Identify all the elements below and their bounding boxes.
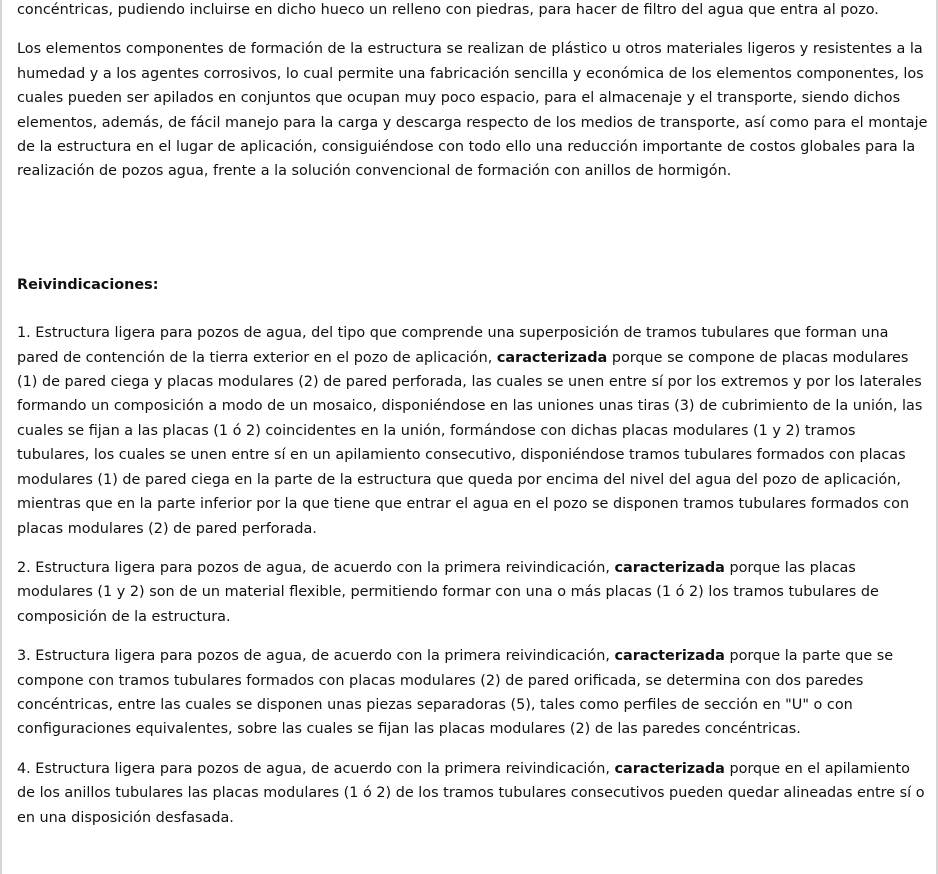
claim-1 bbox=[17, 321, 929, 541]
claim-4 bbox=[17, 757, 929, 830]
claim-1-keyword: caracterizada bbox=[496, 349, 608, 366]
claim-3-text-after: porque la parte que se compone con tramos tubulares formados con placas modulares (2) de pared orificada, se determina con dos paredes concéntricas, entre las cuales se disponen unas piezas separadoras (5), tales como perfiles de sección en "U" o con configuraciones equivalentes, sobre las cuales se fijan las placas modulares (2) de las paredes concéntricas. bbox=[17, 648, 894, 738]
claim-4-keyword: caracterizada bbox=[614, 760, 725, 777]
claims-heading: Reivindicaciones: bbox=[17, 276, 159, 293]
claim-4-text-after: porque en el apilamiento de los anillos tubulares las placas modulares (1 ó 2) de los tramos tubulares consecutivos pueden quedar alineadas entre sí o en una disposición desfasada. bbox=[17, 760, 925, 826]
claim-2 bbox=[17, 556, 929, 629]
description-paragraph-components: Los elementos componentes de formación de la estructura se realizan de plástico u otros materiales ligeros y resistentes a la humedad y a los agentes corrosivos, lo cual permite una fabricación sencilla y económica de los elementos componentes, los cuales pueden ser apilados en conjuntos que ocupan muy poco espacio, para el almacenaje y el transporte, siendo dichos elementos, además, de fácil manejo para la carga y descarga respecto de los medios de transporte, así como para el montaje de la estructura en el lugar de aplicación, consiguiéndose con todo ello una reducción importante de costos globales para la realización de pozos agua, frente a la solución convencional de formación con anillos de hormigón. bbox=[17, 41, 928, 180]
claim-4-text-before: 4. Estructura ligera para pozos de agua, de acuerdo con la primera reivindicación, bbox=[17, 760, 610, 777]
section-spacer bbox=[17, 199, 929, 273]
claim-3 bbox=[17, 644, 929, 742]
claim-3-text-before: 3. Estructura ligera para pozos de agua, de acuerdo con la primera reivindicación, bbox=[17, 648, 610, 665]
claim-2-text-after: porque las placas modulares (1 y 2) son de un material flexible, permitiendo formar con una o más placas (1 ó 2) los tramos tubulares de composición de la estructura. bbox=[17, 559, 879, 625]
claim-1-text-before: 1. Estructura ligera para pozos de agua, del tipo que comprende una superposición de tramos tubulares que forman una pared de contención de la tierra exterior en el pozo de aplicación, bbox=[17, 325, 889, 366]
document-content bbox=[17, 0, 929, 845]
claim-2-text-before: 2. Estructura ligera para pozos de agua, de acuerdo con la primera reivindicación, bbox=[17, 559, 610, 576]
claim-2-keyword: caracterizada bbox=[614, 559, 725, 576]
claim-3-keyword: caracterizada bbox=[614, 648, 725, 665]
claim-1-text-after: porque se compone de placas modulares (1) de pared ciega y placas modulares (2) de pared perforada, las cuales se unen entre sí por los extremos y por los laterales formando un composición a modo de un mosaico, disponiéndose en las uniones unas tiras (3) de cubrimiento de la unión, las cuales se fijan a las placas (1 ó 2) coincidentes en la unión, formándose con dichas placas modulares (1 y 2) tramos tubulares, los cuales se unen entre sí en un apilamiento consecutivo, disponiéndose tramos tubulares formados con placas modulares (1) de pared ciega en la parte de la estructura que queda por encima del nivel del agua del pozo de aplicación, mientras que en la parte inferior por la que tiene que entrar el agua en el pozo se disponen tramos tubulares formados con placas modulares (2) de pared perforada. bbox=[17, 349, 923, 537]
description-paragraph-fragment: concéntricas, pudiendo incluirse en dicho hueco un relleno con piedras, para hacer de filtro del agua que entra al pozo. bbox=[17, 2, 879, 18]
